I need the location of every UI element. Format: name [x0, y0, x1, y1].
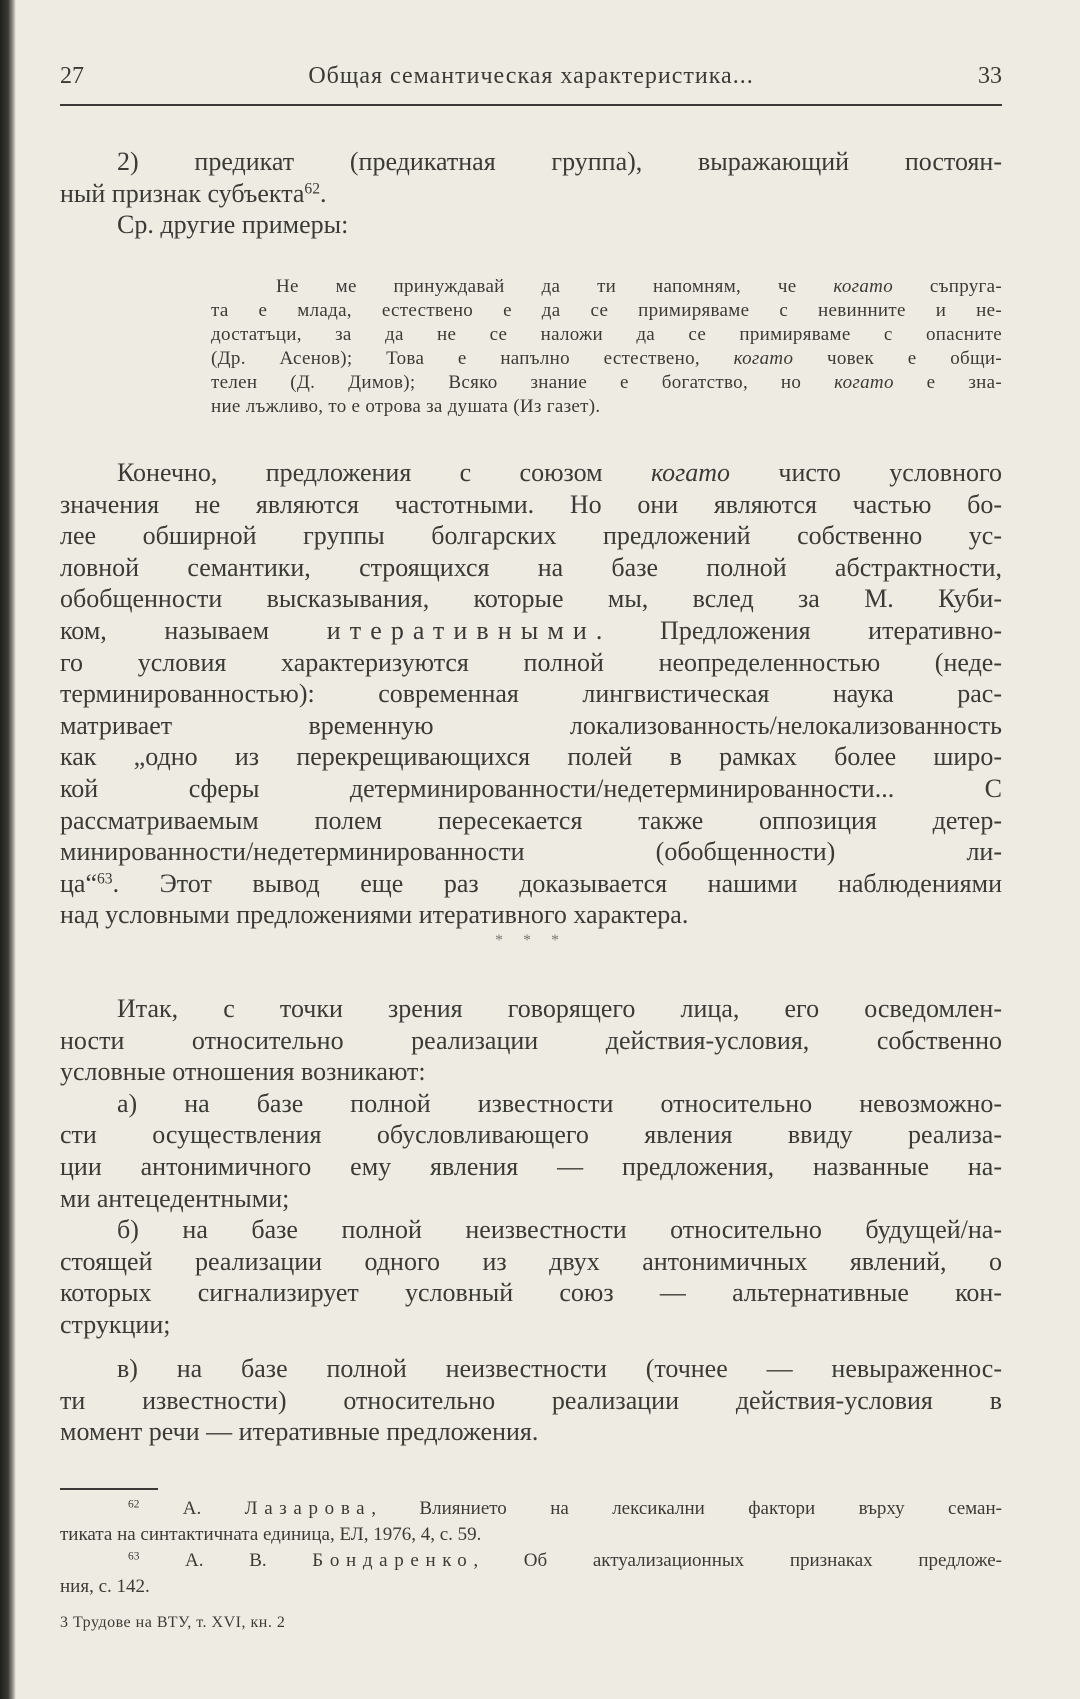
text-run: тиката на синтактичната единица, ЕЛ, 1976, 4, с. 59.: [60, 1524, 482, 1545]
text-line: [60, 1309, 1002, 1341]
text-line: [60, 773, 1002, 805]
text-run: 2) предикат (предикатная группа), выражающий постоян-: [117, 147, 1002, 176]
page-number-left: 27: [60, 63, 84, 89]
text-line: [211, 371, 1002, 395]
text-line: [60, 1025, 1002, 1057]
text-run: чисто условного: [730, 458, 1002, 487]
text-run: момент речи — итеративные предложения.: [60, 1417, 539, 1447]
text-run: А. В.: [139, 1550, 313, 1571]
italic-term: когато: [834, 372, 894, 393]
text-line: [60, 710, 1002, 742]
text-line: [60, 209, 1002, 241]
text-run: ти известности) относительно реализации действия-условия в: [60, 1385, 1002, 1415]
text-line: [60, 678, 1002, 710]
text-run: Не ме принуждавай да ти напомням, че: [276, 276, 834, 297]
text-run: кой сферы детерминированности/недетерминированности... С: [60, 773, 1002, 803]
text-run: човек е общи-: [793, 348, 1002, 369]
text-line: [60, 1522, 1002, 1548]
paragraph-intro: [60, 146, 1002, 241]
text-run: над условными предложениями итеративного характера.: [60, 900, 689, 930]
text-run: в) на базе полной неизвестности (точнее — невыраженнос-: [117, 1354, 1002, 1383]
text-line: [60, 836, 1002, 868]
text-line: [211, 347, 1002, 371]
text-run: Ср. другие примеры:: [117, 210, 349, 240]
italic-term: когато: [650, 458, 731, 487]
header-rule: [60, 104, 1002, 106]
text-line: [60, 583, 1002, 615]
text-line: [60, 741, 1002, 773]
spaced-emphasis: Лазарова: [244, 1498, 372, 1519]
text-line: [60, 146, 1002, 178]
text-line: [60, 1246, 1002, 1278]
text-run: струкции;: [60, 1309, 171, 1339]
paragraph-main: [60, 457, 1002, 931]
text-run: съпруга-: [893, 276, 1002, 297]
text-line: [60, 1548, 1002, 1574]
text-line: [60, 1119, 1002, 1151]
text-line: [60, 1088, 1002, 1120]
text-run: а) на базе полной известности относительно невозможно-: [117, 1088, 1002, 1118]
spaced-emphasis: Бондаренко: [312, 1550, 474, 1571]
text-line: [60, 899, 1002, 931]
text-line: [60, 489, 1002, 521]
text-run: обобщенности высказывания, которые мы, вслед за М. Куби-: [60, 584, 1002, 614]
text-line: [60, 1574, 1002, 1600]
footnote-ref: 62: [128, 1498, 140, 1511]
text-run: . Этот вывод еще раз доказывается нашими наблюдениями: [112, 868, 1002, 898]
text-run: минированности/недетерминированности (обобщенности) ли-: [60, 837, 1002, 867]
footnote-ref: 63: [128, 1550, 140, 1563]
text-run: телен (Д. Димов); Всяко знание е богатство, но: [211, 372, 835, 393]
paragraph-summary: [60, 993, 1002, 1341]
text-line: [60, 1416, 1002, 1448]
text-line: [60, 1151, 1002, 1183]
text-run: ности относительно реализации действия-условия, собственно: [60, 1025, 1002, 1055]
text-run: го условия характеризуются полной неопределенностью (неде-: [60, 647, 1002, 677]
text-run: ми антецедентными;: [60, 1183, 290, 1213]
text-run: ный признак субъекта: [60, 178, 305, 208]
quote-examples: [211, 275, 1002, 419]
running-title: Общая семантическая характеристика...: [308, 63, 754, 89]
text-line: [60, 552, 1002, 584]
page-number-right: 33: [978, 63, 1002, 89]
text-run: Итак, с точки зрения говорящего лица, его осведомлен-: [117, 994, 1002, 1023]
text-run: как „одно из перекрещивающихся полей в рамках более широ-: [60, 742, 1002, 772]
text-run: ком, называем: [60, 615, 327, 645]
footnote-rule: [60, 1488, 158, 1490]
italic-term: когато: [833, 276, 893, 297]
text-line: [60, 805, 1002, 837]
text-line: [211, 323, 1002, 347]
spaced-emphasis: итеративными: [326, 615, 596, 645]
text-run: ние лъжливо, то е отрова за душата (Из газет).: [211, 396, 601, 417]
text-line: [60, 1496, 1002, 1522]
book-spine-shadow: [0, 0, 16, 1699]
text-run: лее обширной группы болгарских предложений собственно ус-: [60, 521, 1002, 551]
text-run: которых сигнализирует условный союз — альтернативные кон-: [60, 1278, 1002, 1308]
text-line: [60, 1353, 1002, 1385]
section-separator: * * *: [495, 932, 567, 949]
text-run: , Об актуализационных признаках предложе-: [473, 1550, 1002, 1571]
text-line: [211, 395, 1002, 419]
paragraph-item-v: [60, 1353, 1002, 1448]
text-run: .: [320, 178, 327, 208]
text-run: рассматриваемым полем пересекается также оппозиция детер-: [60, 805, 1002, 835]
text-line: [60, 1277, 1002, 1309]
footnotes: [60, 1496, 1002, 1600]
text-run: , Влиянието на лексикални фактори върху семан-: [371, 1498, 1002, 1519]
text-line: [60, 520, 1002, 552]
text-line: [60, 1056, 1002, 1088]
text-run: Конечно, предложения с союзом: [117, 458, 651, 487]
text-line: [211, 299, 1002, 323]
text-run: ния, с. 142.: [60, 1576, 150, 1597]
text-run: . Предложения итеративно-: [595, 615, 1002, 645]
text-line: [60, 1385, 1002, 1417]
text-line: [60, 1183, 1002, 1215]
printer-signature: 3 Трудове на ВТУ, т. XVI, кн. 2: [60, 1614, 286, 1631]
text-run: А.: [139, 1498, 245, 1519]
text-run: стоящей реализации одного из двух антонимичных явлений, о: [60, 1246, 1002, 1276]
text-run: сти осуществления обусловливающего явления ввиду реализа-: [60, 1120, 1002, 1150]
footnote-ref: 63: [97, 870, 113, 888]
text-run: значения не являются частотными. Но они являются частью бо-: [60, 489, 1002, 519]
text-run: терминированностью): современная лингвистическая наука рас-: [60, 679, 1002, 709]
italic-term: когато: [733, 348, 794, 369]
text-run: достатъци, за да не се наложи да се примиряваме с опасните: [211, 324, 1002, 345]
text-run: е зна-: [893, 372, 1002, 393]
text-run: та е млада, естествено е да се примиряваме с невинните и не-: [211, 300, 1002, 321]
text-line: [60, 178, 1002, 210]
text-run: б) на базе полной неизвестности относительно будущей/на-: [117, 1215, 1002, 1245]
text-run: ции антонимичного ему явления — предложения, названные на-: [60, 1151, 1002, 1181]
footnote-ref: 62: [304, 180, 321, 198]
text-run: условные отношения возникают:: [60, 1057, 426, 1087]
text-run: (Др. Асенов); Това е напълно естествено,: [211, 348, 734, 369]
text-line: [60, 647, 1002, 679]
text-line: [60, 615, 1002, 647]
text-run: матривает временную локализованность/нелокализованность: [60, 710, 1002, 740]
text-run: ловной семантики, строящихся на базе полной абстрактности,: [60, 552, 1002, 582]
text-line: [60, 993, 1002, 1025]
text-line: [60, 1214, 1002, 1246]
text-line: [60, 457, 1002, 489]
text-line: [211, 275, 1002, 299]
text-line: [60, 868, 1002, 900]
text-run: ца“: [60, 868, 97, 898]
